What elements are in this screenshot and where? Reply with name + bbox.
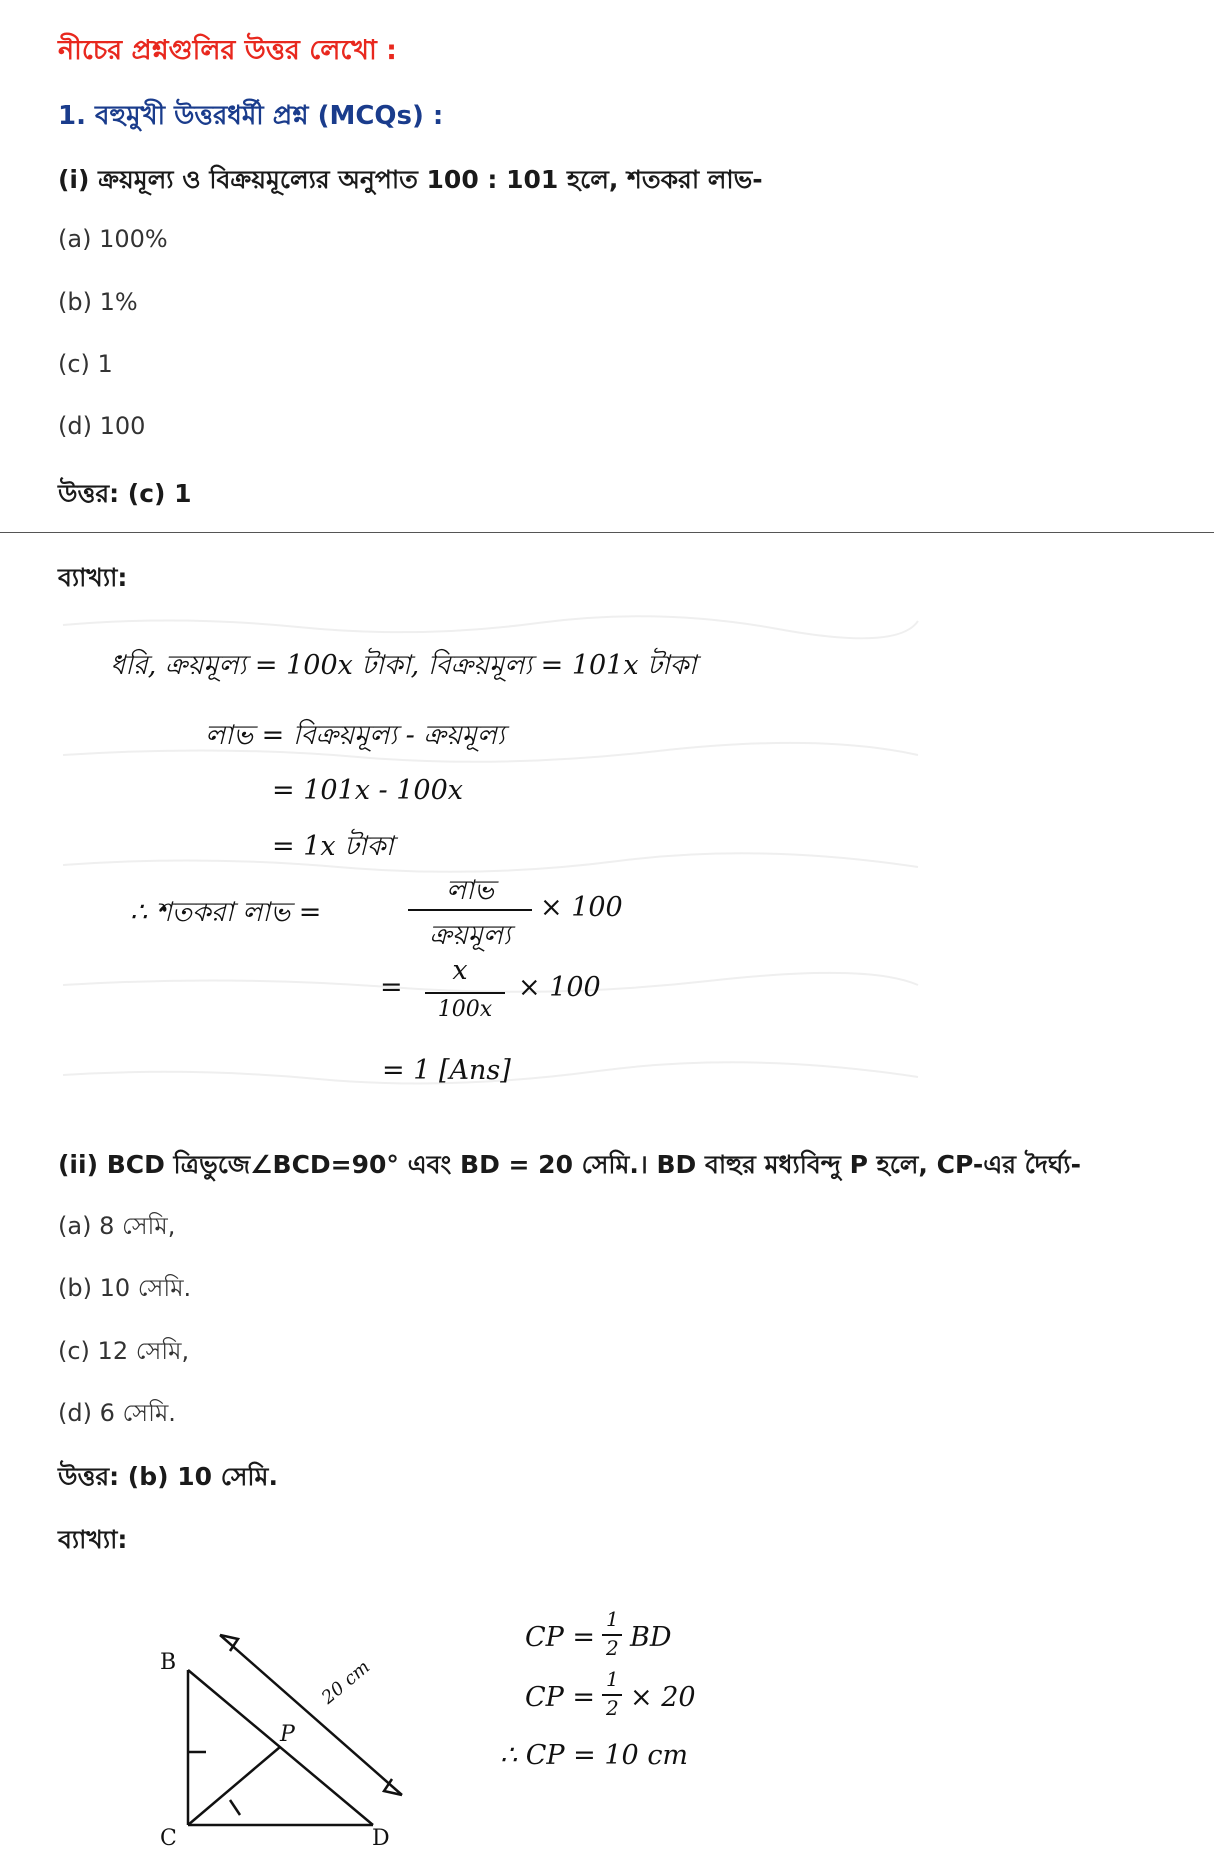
tick-2	[230, 1800, 240, 1815]
q1-answer: উত্তর: (c) 1	[58, 479, 192, 508]
q2-explanation-label: ব্যাখ্যা:	[58, 1525, 128, 1554]
q1-work-line-1: ধরি, ক্রয়মূল্য = 100x টাকা, বিক্রয়মূল্য = 101x টাকা	[110, 650, 697, 681]
q2-times-20: × 20	[630, 1682, 696, 1713]
q1-option-d: (d) 100	[58, 412, 146, 440]
q1-work-line-4: = 1x টাকা	[272, 831, 394, 862]
section-title: 1. বহুমুখী উত্তরধর্মী প্রশ্ন (MCQs) :	[58, 101, 444, 131]
q1-option-c: (c) 1	[58, 350, 113, 378]
q1-option-b: (b) 1%	[58, 288, 138, 316]
q1-work-line-2: লাভ = বিক্রয়মূল্য - ক্রয়মূল্য	[205, 720, 505, 751]
q1-fraction-bar	[408, 909, 532, 911]
dimension-arrow	[220, 1635, 402, 1795]
q2-option-c: (c) 12 সেমি,	[58, 1337, 190, 1365]
q2-half-num-1: 1	[606, 1607, 619, 1631]
q1-times-100: × 100	[540, 892, 623, 923]
q1-work-line-3: = 101x - 100x	[272, 775, 464, 806]
q1-work-line-5: ∴ শতকরা লাভ =	[130, 897, 322, 928]
q2-work-line-1: CP =	[525, 1622, 596, 1653]
median-cp	[188, 1747, 280, 1825]
q2-answer: উত্তর: (b) 10 সেমি.	[58, 1462, 278, 1491]
q2-option-d: (d) 6 সেমি.	[58, 1399, 176, 1427]
length-label: 20 cm	[317, 1656, 375, 1709]
divider	[0, 532, 1214, 533]
q2-option-b: (b) 10 সেমি.	[58, 1274, 192, 1302]
q1-fraction2-numerator: x	[452, 955, 468, 986]
instructions-heading: নীচের প্রশ্নগুলির উত্তর লেখো :	[58, 35, 397, 66]
point-label-p: P	[280, 1722, 295, 1747]
q1-result: = 1 [Ans]	[382, 1055, 511, 1086]
question-2: (ii) BCD ত্রিভুজে∠BCD=90° এবং BD = 20 সেমি.। BD বাহুর মধ্যবিন্দু P হলে, CP-এর দৈর্ঘ্য-	[58, 1150, 1081, 1179]
q1-equals: =	[380, 972, 403, 1003]
vertex-label-d: D	[372, 1826, 390, 1851]
q1-fraction-denominator: ক্রয়মূল্য	[429, 920, 511, 951]
q2-option-a: (a) 8 সেমি,	[58, 1212, 176, 1240]
q2-half-den-1: 2	[606, 1636, 619, 1660]
q1-option-a: (a) 100%	[58, 225, 168, 253]
q1-fraction2-bar	[425, 992, 505, 994]
q2-result: ∴ CP = 10 cm	[500, 1740, 689, 1771]
q1-explanation-label: ব্যাখ্যা:	[58, 563, 128, 592]
q1-fraction2-denominator: 100x	[437, 997, 493, 1022]
q2-half-num-2: 1	[606, 1667, 619, 1691]
q1-fraction-numerator: লাভ	[445, 875, 495, 906]
vertex-label-c: C	[160, 1826, 177, 1851]
q2-bd: BD	[630, 1622, 672, 1653]
q1-times-100-b: × 100	[518, 972, 601, 1003]
q2-half-den-2: 2	[606, 1696, 619, 1720]
q2-work-line-2: CP =	[525, 1682, 596, 1713]
question-1: (i) ক্রয়মূল্য ও বিক্রয়মূল্যের অনুপাত 100 : 101 হলে, শতকরা লাভ-	[58, 165, 763, 194]
vertex-label-b: B	[160, 1650, 177, 1675]
